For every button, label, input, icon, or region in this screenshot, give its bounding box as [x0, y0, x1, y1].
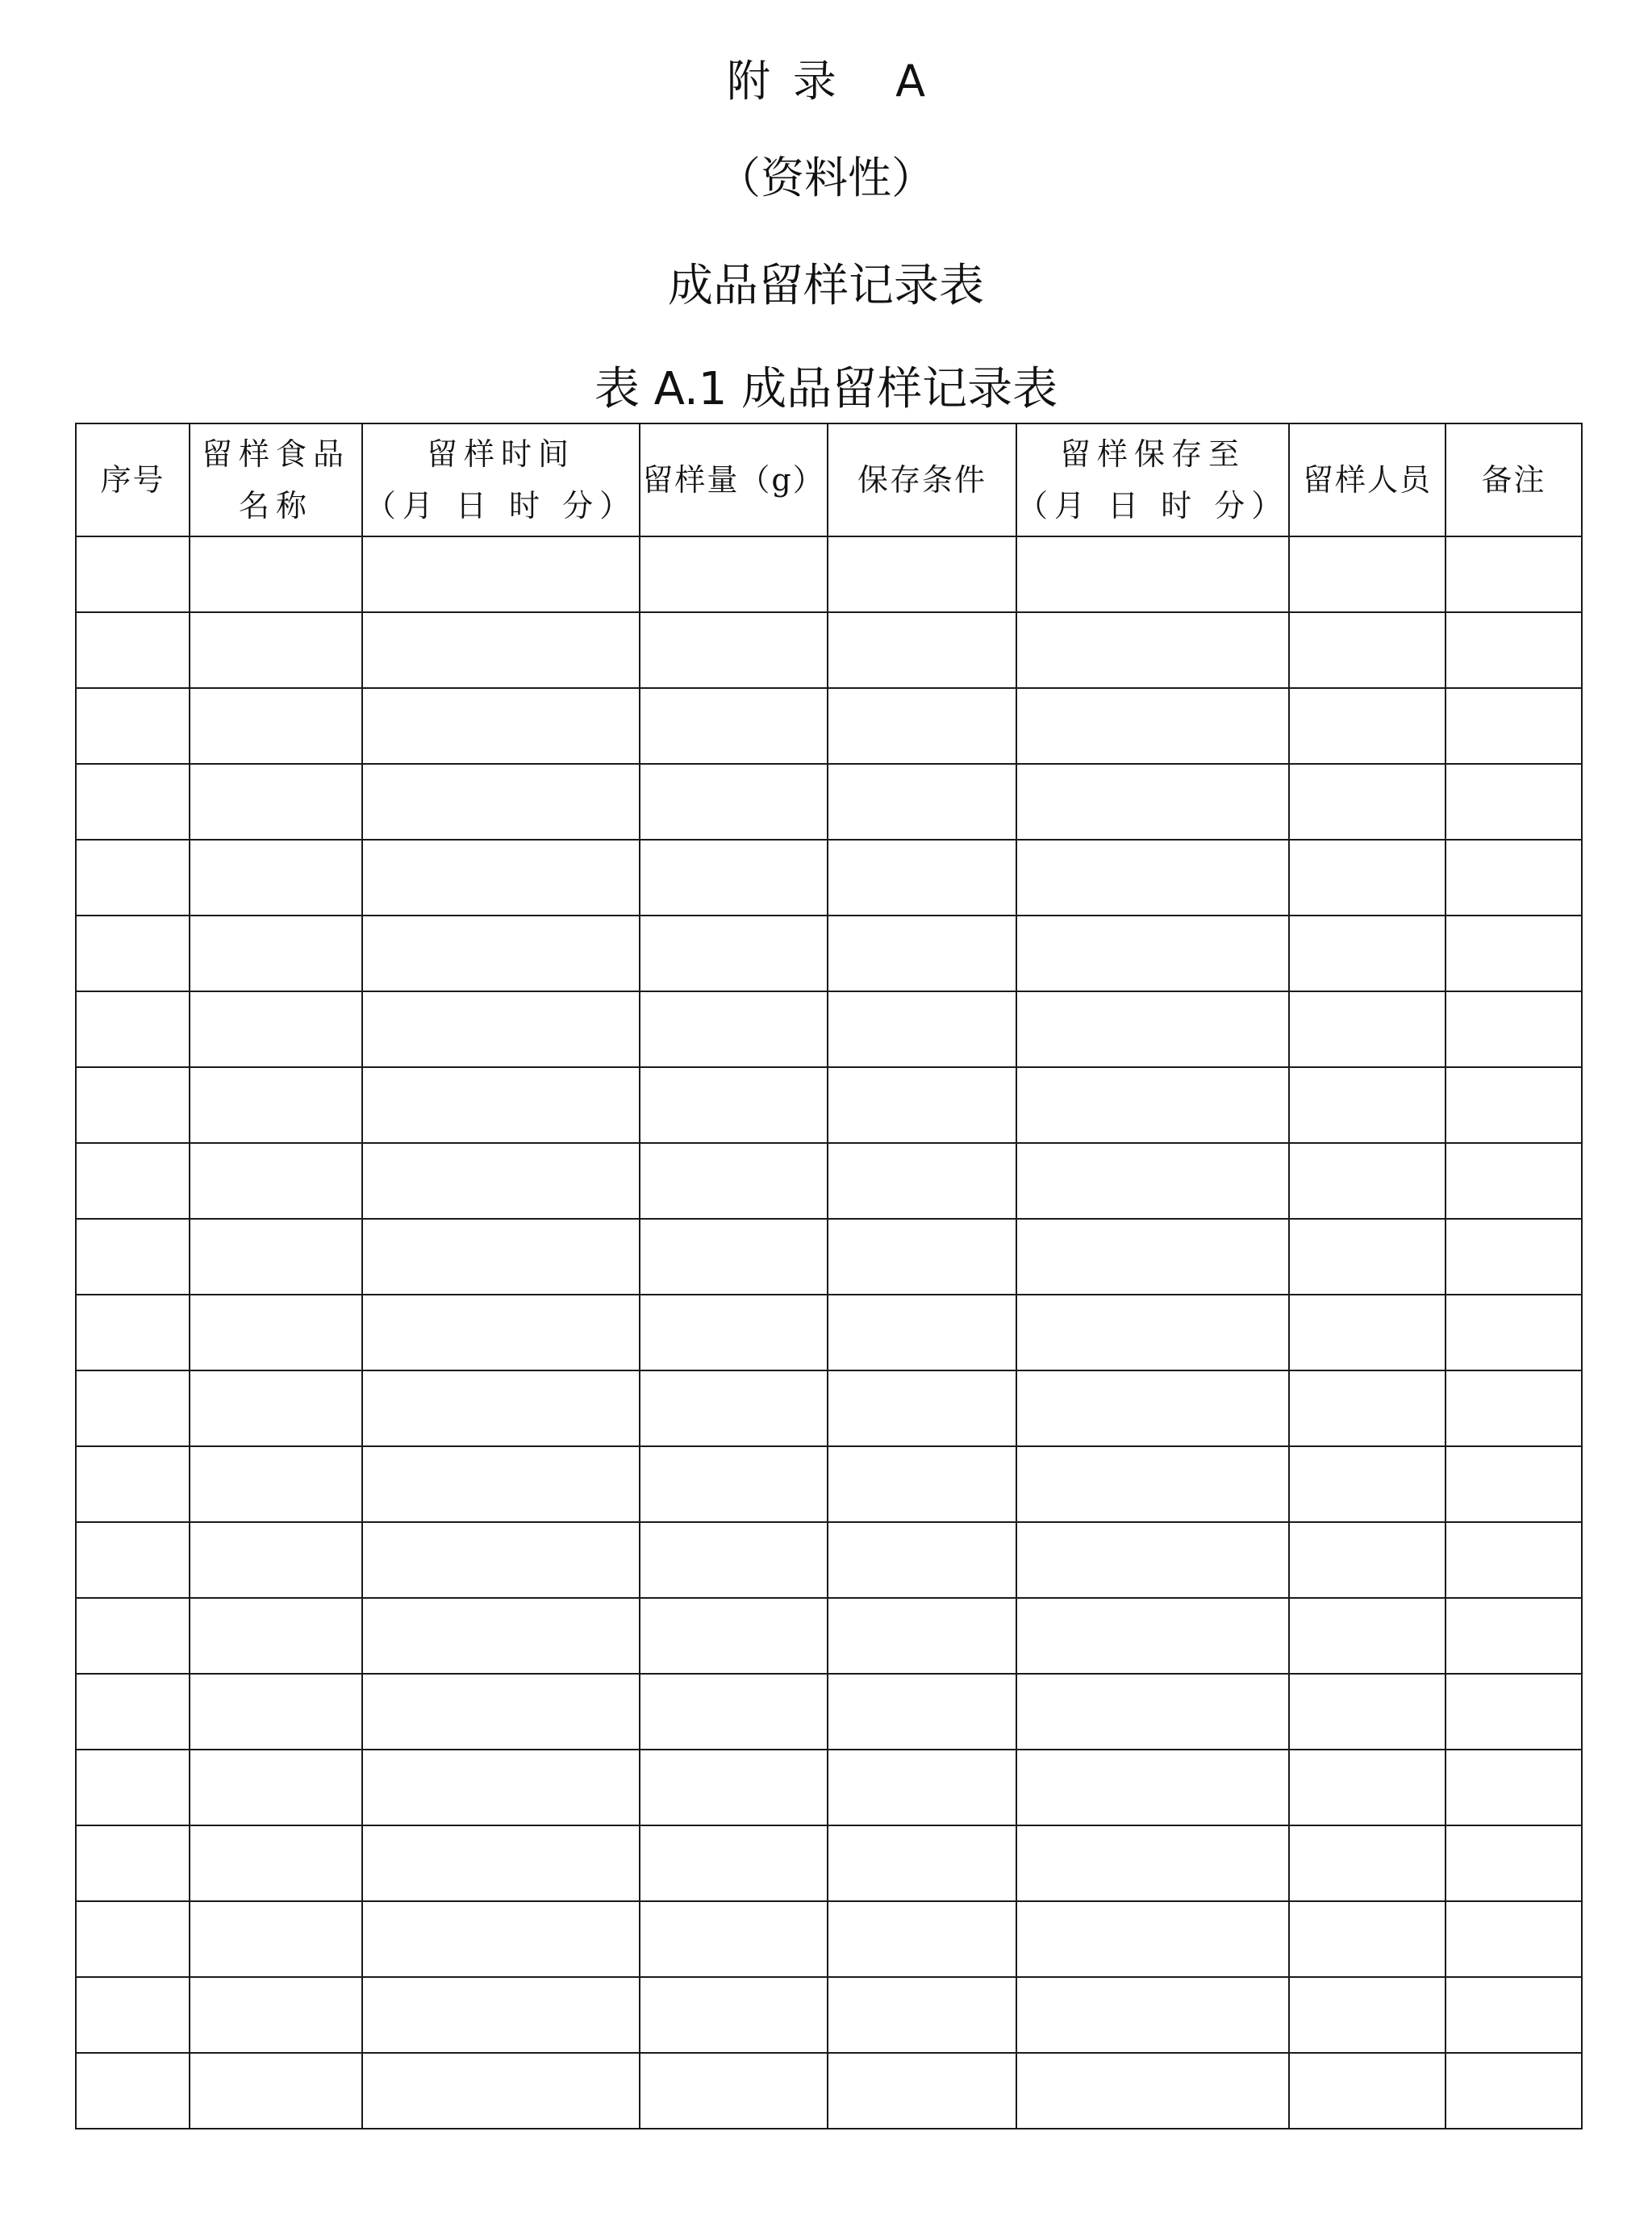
table-cell[interactable] — [362, 612, 640, 688]
form-title: 成品留样记录表 — [668, 260, 984, 312]
table-cell[interactable] — [190, 840, 362, 916]
table-row — [76, 1674, 1582, 1750]
table-cell[interactable] — [190, 764, 362, 840]
table-cell[interactable] — [1289, 764, 1446, 840]
table-cell[interactable] — [362, 536, 640, 612]
table-cell[interactable] — [362, 1598, 640, 1674]
table-caption: 表 A.1 成品留样记录表 — [594, 363, 1058, 415]
table-cell[interactable] — [362, 1067, 640, 1143]
table-cell[interactable] — [640, 1901, 828, 1977]
table-body — [76, 536, 1582, 2129]
table-cell[interactable] — [1289, 916, 1446, 991]
table-row — [76, 1522, 1582, 1598]
table-cell[interactable] — [362, 2053, 640, 2129]
table-row — [76, 536, 1582, 612]
table-cell[interactable] — [640, 1446, 828, 1522]
table-cell[interactable] — [1446, 688, 1582, 764]
column-header-sublabel: （月 日 时 分） — [1017, 488, 1289, 524]
table-row — [76, 1901, 1582, 1977]
table-row — [76, 1067, 1582, 1143]
table-cell[interactable] — [1016, 991, 1289, 1067]
table-cell[interactable] — [1016, 1598, 1289, 1674]
table-cell[interactable] — [190, 1522, 362, 1598]
table-cell[interactable] — [640, 1522, 828, 1598]
table-cell[interactable] — [1446, 2053, 1582, 2129]
column-header-label: 留样保存至 — [1059, 436, 1245, 472]
table-cell[interactable] — [76, 688, 190, 764]
table-cell[interactable] — [190, 1901, 362, 1977]
table-cell[interactable] — [1446, 1370, 1582, 1446]
table-cell[interactable] — [1289, 1295, 1446, 1370]
table-cell[interactable] — [1289, 1750, 1446, 1825]
column-header-sample-amount — [640, 423, 828, 536]
table-cell[interactable] — [1446, 1143, 1582, 1219]
table-cell[interactable] — [190, 1825, 362, 1901]
column-header-serial-number — [76, 423, 190, 536]
column-header-label: 备注 — [1481, 462, 1546, 498]
table-cell[interactable] — [76, 1977, 190, 2053]
table-cell[interactable] — [828, 1522, 1016, 1598]
table-cell[interactable] — [76, 1446, 190, 1522]
table-cell[interactable] — [190, 688, 362, 764]
table-cell[interactable] — [640, 1598, 828, 1674]
table-cell[interactable] — [828, 1067, 1016, 1143]
column-header-food-name — [190, 423, 362, 536]
table-cell[interactable] — [1289, 1219, 1446, 1295]
table-cell[interactable] — [1016, 2053, 1289, 2129]
table-cell[interactable] — [640, 612, 828, 688]
table-cell[interactable] — [1289, 991, 1446, 1067]
table-cell[interactable] — [362, 1219, 640, 1295]
table-cell[interactable] — [1016, 1067, 1289, 1143]
table-cell[interactable] — [190, 612, 362, 688]
table-cell[interactable] — [828, 1598, 1016, 1674]
table-cell[interactable] — [362, 916, 640, 991]
table-cell[interactable] — [828, 536, 1016, 612]
table-cell[interactable] — [1016, 1901, 1289, 1977]
table-cell[interactable] — [828, 991, 1016, 1067]
table-cell[interactable] — [1016, 1219, 1289, 1295]
table-cell[interactable] — [76, 1825, 190, 1901]
column-header-label: 留样食品 — [201, 436, 350, 472]
table-cell[interactable] — [640, 1370, 828, 1446]
table-cell[interactable] — [362, 764, 640, 840]
table-cell[interactable] — [190, 1750, 362, 1825]
table-row — [76, 764, 1582, 840]
table-cell[interactable] — [1289, 840, 1446, 916]
table-cell[interactable] — [1446, 1522, 1582, 1598]
table-cell[interactable] — [1446, 1598, 1582, 1674]
column-header-label: 留样人员 — [1302, 462, 1432, 498]
table-header-row — [76, 423, 1582, 536]
table-row — [76, 1977, 1582, 2053]
table-cell[interactable] — [640, 1295, 828, 1370]
table-cell[interactable] — [828, 1901, 1016, 1977]
column-header-sublabel: （月 日 时 分） — [365, 488, 637, 524]
table-row — [76, 1370, 1582, 1446]
table-cell[interactable] — [1446, 1750, 1582, 1825]
table-cell[interactable] — [76, 2053, 190, 2129]
table-cell[interactable] — [76, 1143, 190, 1219]
table-cell[interactable] — [76, 916, 190, 991]
appendix-label: 附录 A — [726, 56, 949, 106]
table-cell[interactable] — [828, 1219, 1016, 1295]
sample-record-table — [75, 423, 1583, 2129]
table-cell[interactable] — [362, 1825, 640, 1901]
table-cell[interactable] — [76, 1067, 190, 1143]
table-cell[interactable] — [1016, 1977, 1289, 2053]
table-cell[interactable] — [1289, 1067, 1446, 1143]
table-cell[interactable] — [828, 1370, 1016, 1446]
table-cell[interactable] — [1446, 612, 1582, 688]
appendix-nature-label: （资料性） — [717, 152, 935, 203]
table-cell[interactable] — [1016, 1295, 1289, 1370]
table-cell[interactable] — [828, 764, 1016, 840]
table-cell[interactable] — [1289, 612, 1446, 688]
table-cell[interactable] — [1016, 1825, 1289, 1901]
table-cell[interactable] — [640, 1977, 828, 2053]
table-cell[interactable] — [76, 1370, 190, 1446]
table-cell[interactable] — [1016, 1522, 1289, 1598]
column-header-sampler — [1289, 423, 1446, 536]
table-cell[interactable] — [1016, 1370, 1289, 1446]
table-cell[interactable] — [76, 1295, 190, 1370]
table-cell[interactable] — [640, 1674, 828, 1750]
table-row — [76, 1295, 1582, 1370]
table-cell[interactable] — [76, 991, 190, 1067]
table-cell[interactable] — [828, 916, 1016, 991]
table-cell[interactable] — [1016, 688, 1289, 764]
table-cell[interactable] — [190, 1067, 362, 1143]
table-row — [76, 1750, 1582, 1825]
table-cell[interactable] — [76, 1219, 190, 1295]
table-cell[interactable] — [828, 1674, 1016, 1750]
table-cell[interactable] — [640, 536, 828, 612]
table-cell[interactable] — [362, 1295, 640, 1370]
table-cell[interactable] — [190, 1143, 362, 1219]
table-cell[interactable] — [76, 1522, 190, 1598]
table-cell[interactable] — [828, 1295, 1016, 1370]
table-row — [76, 1446, 1582, 1522]
table-cell[interactable] — [640, 916, 828, 991]
table-row — [76, 688, 1582, 764]
table-cell[interactable] — [828, 1825, 1016, 1901]
table-cell[interactable] — [362, 991, 640, 1067]
table-cell[interactable] — [362, 1674, 640, 1750]
table-cell[interactable] — [362, 688, 640, 764]
table-row — [76, 612, 1582, 688]
table-cell[interactable] — [190, 1674, 362, 1750]
table-cell[interactable] — [1289, 1977, 1446, 2053]
table-cell[interactable] — [1016, 840, 1289, 916]
table-cell[interactable] — [828, 840, 1016, 916]
table-cell[interactable] — [362, 1522, 640, 1598]
table-cell[interactable] — [1446, 1825, 1582, 1901]
table-cell[interactable] — [1446, 1067, 1582, 1143]
column-header-label: 保存条件 — [857, 462, 987, 498]
table-cell[interactable] — [640, 991, 828, 1067]
table-cell[interactable] — [1446, 1674, 1582, 1750]
table-row — [76, 840, 1582, 916]
table-cell[interactable] — [640, 2053, 828, 2129]
table-cell[interactable] — [76, 1674, 190, 1750]
table-cell[interactable] — [76, 840, 190, 916]
table-cell[interactable] — [640, 840, 828, 916]
table-cell[interactable] — [1289, 1143, 1446, 1219]
table-row — [76, 1219, 1582, 1295]
table-row — [76, 2053, 1582, 2129]
table-cell[interactable] — [1016, 1143, 1289, 1219]
column-header-sampling-time — [362, 423, 640, 536]
table-cell[interactable] — [1446, 1977, 1582, 2053]
table-cell[interactable] — [640, 1825, 828, 1901]
column-header-label: 留样时间 — [426, 436, 575, 472]
table-cell[interactable] — [1446, 764, 1582, 840]
table-cell[interactable] — [640, 688, 828, 764]
table-cell[interactable] — [190, 991, 362, 1067]
table-row — [76, 1143, 1582, 1219]
table-cell[interactable] — [1289, 1522, 1446, 1598]
column-header-label: 序号 — [100, 462, 165, 498]
table-cell[interactable] — [1016, 764, 1289, 840]
table-cell[interactable] — [1446, 536, 1582, 612]
table-cell[interactable] — [190, 1446, 362, 1522]
table-cell[interactable] — [828, 612, 1016, 688]
table-cell[interactable] — [76, 536, 190, 612]
table-row — [76, 1825, 1582, 1901]
table-cell[interactable] — [1289, 1825, 1446, 1901]
column-header-remarks — [1446, 423, 1582, 536]
table-cell[interactable] — [76, 1598, 190, 1674]
table-cell[interactable] — [190, 1370, 362, 1446]
table-cell[interactable] — [1446, 1219, 1582, 1295]
table-cell[interactable] — [1446, 840, 1582, 916]
table-cell[interactable] — [640, 1219, 828, 1295]
table-cell[interactable] — [190, 536, 362, 612]
table-cell[interactable] — [1016, 1674, 1289, 1750]
table-cell[interactable] — [1446, 916, 1582, 991]
table-cell[interactable] — [362, 1446, 640, 1522]
table-cell[interactable] — [1289, 2053, 1446, 2129]
table-cell[interactable] — [1016, 536, 1289, 612]
table-cell[interactable] — [1289, 1674, 1446, 1750]
table-cell[interactable] — [640, 764, 828, 840]
table-cell[interactable] — [190, 1295, 362, 1370]
column-header-keep-until — [1016, 423, 1289, 536]
table-cell[interactable] — [362, 1977, 640, 2053]
table-cell[interactable] — [1289, 536, 1446, 612]
table-cell[interactable] — [76, 764, 190, 840]
table-cell[interactable] — [362, 1901, 640, 1977]
table-cell[interactable] — [76, 612, 190, 688]
table-cell[interactable] — [1016, 916, 1289, 991]
table-cell[interactable] — [1289, 688, 1446, 764]
table-row — [76, 1598, 1582, 1674]
table-cell[interactable] — [828, 1977, 1016, 2053]
table-cell[interactable] — [1289, 1901, 1446, 1977]
table-cell[interactable] — [76, 1750, 190, 1825]
table-cell[interactable] — [1446, 1901, 1582, 1977]
table-cell[interactable] — [1016, 612, 1289, 688]
table-cell[interactable] — [1446, 991, 1582, 1067]
table-cell[interactable] — [190, 1598, 362, 1674]
table-cell[interactable] — [1289, 1598, 1446, 1674]
table-cell[interactable] — [640, 1143, 828, 1219]
table-cell[interactable] — [1446, 1295, 1582, 1370]
table-cell[interactable] — [828, 2053, 1016, 2129]
table-cell[interactable] — [76, 1901, 190, 1977]
table-cell[interactable] — [640, 1750, 828, 1825]
table-cell[interactable] — [828, 1750, 1016, 1825]
table-cell[interactable] — [1016, 1750, 1289, 1825]
table-cell[interactable] — [1289, 1446, 1446, 1522]
table-cell[interactable] — [362, 1750, 640, 1825]
table-cell[interactable] — [828, 688, 1016, 764]
table-cell[interactable] — [190, 1977, 362, 2053]
table-cell[interactable] — [362, 1143, 640, 1219]
table-row — [76, 916, 1582, 991]
column-header-storage-condition — [828, 423, 1016, 536]
table-cell[interactable] — [190, 2053, 362, 2129]
table-cell[interactable] — [1289, 1370, 1446, 1446]
table-cell[interactable] — [828, 1446, 1016, 1522]
table-cell[interactable] — [828, 1143, 1016, 1219]
table-cell[interactable] — [362, 840, 640, 916]
table-cell[interactable] — [190, 916, 362, 991]
table-cell[interactable] — [640, 1067, 828, 1143]
column-header-label: 留样量（g） — [642, 462, 825, 498]
table-cell[interactable] — [362, 1370, 640, 1446]
table-cell[interactable] — [1016, 1446, 1289, 1522]
table-row — [76, 991, 1582, 1067]
table-cell[interactable] — [1446, 1446, 1582, 1522]
table-cell[interactable] — [190, 1219, 362, 1295]
column-header-sublabel: 名称 — [238, 488, 313, 524]
